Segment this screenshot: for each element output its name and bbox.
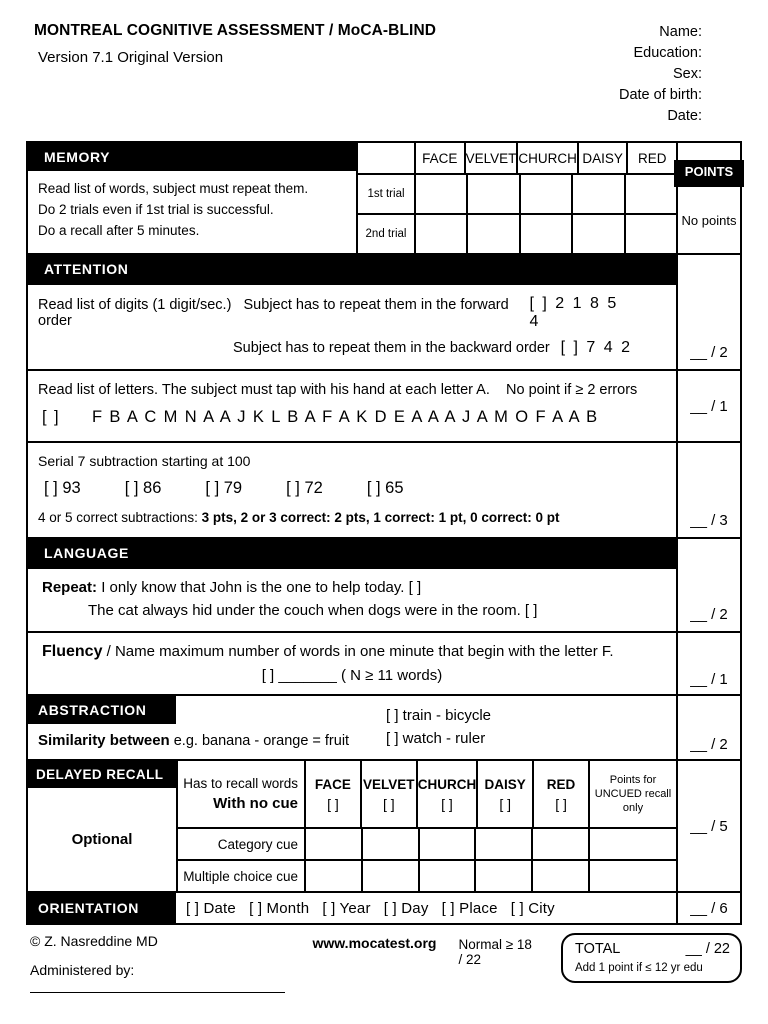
delayed-recall-word-face: FACE	[314, 776, 351, 792]
category-cue-daisy[interactable]	[476, 829, 533, 859]
memory-grid-header	[358, 143, 676, 175]
attention-digits-body	[28, 255, 676, 369]
attention-forward-line	[28, 285, 676, 337]
language-repeat-body	[28, 539, 676, 631]
multiple-choice-cue-spacer	[590, 861, 676, 891]
abstraction-body	[28, 696, 676, 759]
category-cue-red[interactable]	[533, 829, 590, 859]
language-fluency-body	[28, 633, 676, 694]
attention-backward-line	[28, 337, 676, 369]
forward-order-text: Subject has to repeat them in the forward order	[38, 297, 509, 330]
memory-instruction-1: Read list of words, subject must repeat them.	[38, 181, 309, 197]
header-titles	[26, 22, 436, 66]
attention-letters-score[interactable]: __ / 1	[676, 371, 740, 441]
field-name[interactable]: Name:	[659, 24, 702, 40]
delayed-recall-church[interactable]	[418, 761, 479, 827]
delayed-recall-velvet[interactable]	[362, 761, 418, 827]
fluency-answer[interactable]: [ ] _______ ( N ≥ 11 words)	[261, 667, 443, 685]
fluency-label: Fluency	[42, 643, 103, 661]
field-date-of-birth[interactable]: Date of birth:	[618, 87, 702, 104]
abstraction-items	[386, 699, 676, 756]
footer-right	[313, 933, 742, 983]
abstraction-item-watch-ruler[interactable]: [ ] watch - ruler	[386, 729, 486, 747]
delayed-recall-checkbox-velvet[interactable]: [ ]	[382, 795, 395, 812]
memory-trial-1-daisy[interactable]	[573, 175, 625, 213]
memory-section	[28, 143, 740, 255]
multiple-choice-cue-row	[178, 861, 676, 891]
delayed-recall-section	[28, 761, 740, 893]
memory-trial-1-church[interactable]	[521, 175, 573, 213]
total-label: TOTAL	[574, 941, 621, 958]
memory-points-column	[676, 143, 740, 253]
with-no-cue-label: With no cue	[213, 795, 298, 813]
category-cue-church[interactable]	[420, 829, 477, 859]
field-date[interactable]: Date:	[667, 108, 702, 125]
language-repeat-score[interactable]: __ / 2	[676, 539, 740, 631]
delayed-recall-checkbox-red[interactable]: [ ]	[555, 795, 567, 812]
normal-range-text: Normal ≥ 18 / 22	[458, 937, 532, 968]
language-fluency-section	[28, 633, 740, 696]
section-header-attention: ATTENTION	[28, 255, 676, 285]
memory-trial-1-row	[358, 175, 676, 215]
memory-trial-2-label: 2nd trial	[358, 215, 416, 253]
attention-serial-body	[28, 443, 676, 537]
serial-scoring-line	[28, 506, 676, 537]
delayed-recall-grid	[178, 761, 676, 891]
section-header-memory: MEMORY	[28, 143, 356, 171]
abstraction-similarity	[28, 724, 386, 759]
memory-word-daisy: DAISY	[579, 143, 629, 173]
delayed-recall-red[interactable]	[534, 761, 590, 827]
delayed-recall-note: Points for UNCUED recall only	[594, 773, 672, 815]
footer-center	[313, 933, 437, 951]
memory-trial-1-red[interactable]	[626, 175, 676, 213]
orientation-items	[176, 900, 676, 917]
serial-item-72[interactable]: [ ] 72	[286, 479, 323, 498]
delayed-recall-face[interactable]	[306, 761, 362, 827]
attention-serial-score[interactable]: __ / 3	[676, 443, 740, 537]
abstraction-score[interactable]: __ / 2	[676, 696, 740, 759]
delayed-recall-body	[28, 761, 676, 891]
memory-word-velvet: VELVET	[466, 143, 519, 173]
letters-checkbox[interactable]: [ ]	[42, 408, 60, 427]
delayed-recall-nocue-row	[178, 761, 676, 829]
letters-line	[28, 402, 676, 441]
footer-left	[26, 933, 313, 996]
serial-scoring-detail: 3 pts, 2 or 3 correct: 2 pts, 1 correct: 1 pt, 0 correct: 0 pt	[201, 510, 560, 526]
fluency-instruction: / Name maximum number of words in one minute that begin with the letter F.	[106, 643, 614, 661]
serial-item-93[interactable]: [ ] 93	[44, 479, 81, 498]
repeat-sentence-1[interactable]: I only know that John is the one to help today. [ ]	[101, 579, 422, 597]
orientation-body	[28, 893, 676, 923]
delayed-recall-word-daisy: DAISY	[484, 776, 526, 792]
category-cue-row	[178, 829, 676, 861]
delayed-recall-checkbox-church[interactable]: [ ]	[441, 795, 453, 812]
field-sex[interactable]: Sex:	[672, 66, 702, 83]
orientation-year[interactable]: [ ] Year	[322, 899, 371, 917]
memory-trial-1-face[interactable]	[416, 175, 468, 213]
attention-digits-section	[28, 255, 740, 371]
serial-instruction: Serial 7 subtraction starting at 100	[38, 453, 251, 470]
memory-word-grid	[358, 143, 676, 253]
memory-trial-2-velvet[interactable]	[468, 215, 520, 253]
field-education[interactable]: Education:	[633, 45, 702, 62]
section-header-abstraction: ABSTRACTION	[28, 696, 176, 724]
orientation-section	[28, 893, 740, 923]
orientation-city[interactable]: [ ] City	[510, 899, 555, 917]
assessment-table	[26, 141, 742, 925]
abstraction-item-train-bicycle[interactable]: [ ] train - bicycle	[386, 707, 492, 725]
version-subtitle: Version 7.1 Original Version	[38, 49, 224, 66]
letters-instruction: Read list of letters. The subject must tap with his hand at each letter A.	[38, 382, 490, 399]
total-value[interactable]: __ / 22	[685, 941, 730, 958]
category-cue-velvet[interactable]	[363, 829, 420, 859]
multiple-choice-cue-face[interactable]	[306, 861, 363, 891]
form-header	[26, 22, 742, 127]
delayed-recall-word-red: RED	[546, 776, 576, 792]
memory-instruction-3: Do a recall after 5 minutes.	[38, 222, 200, 238]
similarity-example: e.g. banana - orange = fruit	[169, 733, 350, 750]
total-note: Add 1 point if ≤ 12 yr edu	[574, 962, 703, 975]
repeat-sentence-2[interactable]: The cat always hid under the couch when dogs were in the room. [ ]	[88, 602, 538, 620]
section-header-delayed-recall: DELAYED RECALL	[28, 761, 176, 788]
memory-instructions	[28, 171, 356, 252]
memory-trial-2-red[interactable]	[626, 215, 676, 253]
orientation-place[interactable]: [ ] Place	[441, 899, 498, 917]
memory-word-church: CHURCH	[518, 143, 579, 173]
orientation-month[interactable]: [ ] Month	[249, 899, 310, 917]
attention-serial-section	[28, 443, 740, 539]
has-to-recall-label: Has to recall words	[183, 776, 298, 792]
multiple-choice-cue-church[interactable]	[420, 861, 477, 891]
administered-by-label: Administered by:	[30, 962, 135, 979]
optional-label: Optional	[71, 831, 133, 849]
attention-letters-section	[28, 371, 740, 443]
fluency-line	[28, 633, 676, 665]
form-footer	[26, 933, 742, 996]
memory-left	[28, 143, 358, 253]
backward-order-text: Subject has to repeat them in the backward order	[233, 340, 550, 357]
serial-item-65[interactable]: [ ] 65	[366, 479, 404, 498]
multiple-choice-cue-label: Multiple choice cue	[178, 861, 306, 891]
delayed-recall-left	[28, 761, 178, 891]
website-link[interactable]: www.mocatest.org	[312, 935, 437, 952]
letters-sequence: F B A C M N A A J K L B A F A K D E A A A J A M O F A A B	[91, 408, 599, 427]
delayed-recall-checkbox-daisy[interactable]: [ ]	[499, 795, 512, 812]
memory-instruction-2: Do 2 trials even if 1st trial is successful.	[38, 202, 274, 217]
orientation-day[interactable]: [ ] Day	[383, 899, 429, 917]
attention-forward-text	[38, 297, 530, 329]
delayed-recall-word-church: CHURCH	[417, 776, 477, 792]
memory-trial-2-row	[358, 215, 676, 253]
forward-digits[interactable]: [ ] 2 1 8 5 4	[529, 295, 619, 331]
category-cue-face[interactable]	[306, 829, 363, 859]
backward-digits[interactable]: [ ] 7 4 2	[560, 339, 632, 357]
category-cue-label: Category cue	[178, 829, 306, 859]
category-cue-spacer	[590, 829, 676, 859]
digits-instruction: Read list of digits (1 digit/sec.)	[38, 297, 232, 314]
memory-trial-1-label: 1st trial	[358, 175, 416, 213]
total-box	[561, 933, 742, 983]
orientation-date[interactable]: [ ] Date	[186, 899, 236, 917]
delayed-recall-word-velvet: VELVET	[363, 776, 415, 792]
points-header: POINTS	[674, 160, 745, 186]
section-header-language: LANGUAGE	[28, 539, 676, 569]
abstraction-left	[28, 696, 386, 759]
letters-instruction-line	[28, 371, 676, 402]
serial-items	[28, 471, 676, 506]
serial-item-86[interactable]: [ ] 86	[124, 479, 162, 498]
delayed-recall-daisy[interactable]	[478, 761, 534, 827]
multiple-choice-cue-daisy[interactable]	[476, 861, 533, 891]
delayed-recall-checkbox-face[interactable]: [ ]	[327, 795, 339, 812]
multiple-choice-cue-red[interactable]	[533, 861, 590, 891]
memory-word-face: FACE	[416, 143, 466, 173]
section-header-orientation: ORIENTATION	[28, 893, 176, 923]
memory-trial-2-church[interactable]	[521, 215, 573, 253]
memory-trial-2-face[interactable]	[416, 215, 468, 253]
patient-fields	[619, 22, 742, 127]
similarity-label: Similarity between	[38, 732, 170, 750]
language-fluency-score[interactable]: __ / 1	[676, 633, 740, 694]
repeat-label: Repeat:	[42, 579, 98, 597]
administered-by-line[interactable]	[30, 978, 285, 993]
orientation-score[interactable]: __ / 6	[676, 893, 740, 923]
memory-trial-1-velvet[interactable]	[468, 175, 520, 213]
serial-scoring-prefix: 4 or 5 correct subtractions:	[38, 510, 202, 526]
multiple-choice-cue-velvet[interactable]	[363, 861, 420, 891]
administered-by-field[interactable]	[30, 962, 313, 996]
abstraction-section	[28, 696, 740, 761]
letters-no-point: No point if ≥ 2 errors	[506, 382, 638, 399]
memory-no-points: No points	[681, 212, 737, 228]
memory-trial-2-daisy[interactable]	[573, 215, 625, 253]
delayed-recall-score[interactable]: __ / 5	[676, 761, 740, 891]
memory-word-red: RED	[637, 150, 667, 166]
memory-grid-corner	[358, 143, 416, 173]
total-row	[575, 941, 730, 957]
language-repeat-section	[28, 539, 740, 633]
copyright-text: © Z. Nasreddine MD	[30, 933, 158, 950]
page-title: MONTREAL COGNITIVE ASSESSMENT / MoCA-BLIND	[34, 22, 437, 39]
serial-item-79[interactable]: [ ] 79	[205, 479, 243, 498]
delayed-recall-nocue-label	[178, 761, 306, 827]
attention-letters-body	[28, 371, 676, 441]
attention-digits-score[interactable]: __ / 2	[676, 255, 740, 369]
repeat-line-1	[28, 569, 676, 600]
